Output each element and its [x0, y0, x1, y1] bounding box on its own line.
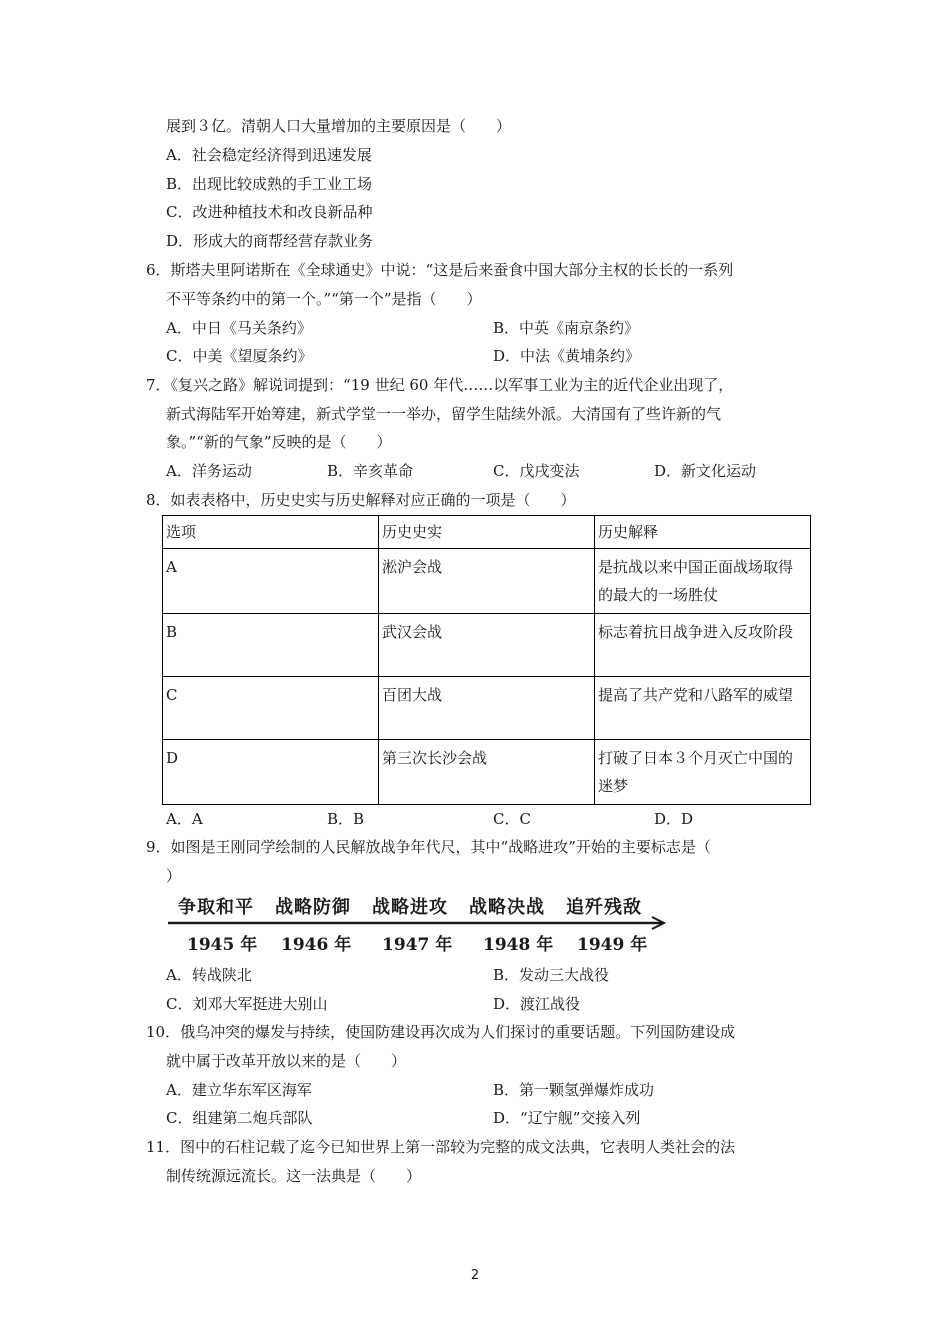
timeline-year-label: 1946 年 — [281, 935, 352, 955]
timeline-year-label: 1945 年 — [187, 935, 258, 955]
q10-option-a: A．建立华东军区海军 — [166, 1081, 312, 1099]
q6-option-d: D．中法《黄埔条约》 — [493, 347, 641, 365]
history-table — [162, 515, 811, 805]
table-header-row — [163, 516, 811, 549]
q5-option-d: D．形成大的商帮经营存款业务 — [166, 232, 374, 250]
q9-stem-line1: 9．如图是王刚同学绘制的人民解放战争年代尺，其中“战略进攻”开始的主要标志是（ — [146, 838, 711, 856]
table-cell-fact: 百团大战 — [379, 677, 595, 740]
q11-stem-line2: 制传统源远流长。这一法典是（ ） — [166, 1167, 422, 1185]
q6-stem-line1: 6．斯塔夫里阿诺斯在《全球通史》中说：“这是后来蚕食中国大部分主权的长长的一系列 — [146, 261, 734, 279]
q5-option-a: A．社会稳定经济得到迅速发展 — [166, 146, 372, 164]
table-cell-fact: 第三次长沙会战 — [379, 740, 595, 805]
q8-stem: 8．如表表格中，历史史实与历史解释对应正确的一项是（ ） — [146, 491, 576, 509]
timeline-year-label: 1947 年 — [382, 935, 453, 955]
timeline-stage-label: 战略防御 — [275, 897, 351, 918]
table-cell-option: C — [163, 677, 379, 740]
q11-stem-line1: 11．图中的石柱记载了迄今已知世界上第一部较为完整的成文法典，它表明人类社会的法 — [146, 1138, 736, 1156]
q10-stem-line2: 就中属于改革开放以来的是（ ） — [166, 1052, 407, 1070]
timeline-stage-label: 战略决战 — [469, 897, 545, 918]
table-header-cell: 选项 — [163, 516, 379, 549]
table-row — [163, 549, 811, 614]
table-row — [163, 677, 811, 740]
table-cell-fact: 淞沪会战 — [379, 549, 595, 614]
q6-option-b: B．中英《南京条约》 — [493, 319, 640, 337]
q9-stem-line2: ） — [166, 867, 182, 885]
q7-option-b: B．辛亥革命 — [327, 462, 414, 480]
q7-stem-line1: 7．《复兴之路》解说词提到：“19 世纪 60 年代……以军事工业为主的近代企业出现了， — [146, 376, 734, 394]
q8-option-b: B．B — [327, 810, 365, 828]
q6-stem-line2: 不平等条约中的第一个。”“第一个”是指（ ） — [166, 290, 482, 308]
table-row — [163, 740, 811, 805]
table-cell-option: B — [163, 614, 379, 677]
table-row — [163, 614, 811, 677]
q7-option-a: A．洋务运动 — [166, 462, 252, 480]
timeline-year-label: 1948 年 — [483, 935, 554, 955]
q7-stem-line3: 象。”“新的气象”反映的是（ ） — [166, 433, 392, 451]
table-header-cell: 历史解释 — [595, 516, 811, 549]
q6-option-a: A．中日《马关条约》 — [166, 319, 312, 337]
q10-option-d: D．“辽宁舰”交接入列 — [493, 1109, 641, 1127]
q5-stem-continuation: 展到３亿。清朝人口大量增加的主要原因是（ ） — [166, 117, 512, 135]
timeline-stage-label: 争取和平 — [178, 897, 254, 918]
q10-option-b: B．第一颗氢弹爆炸成功 — [493, 1081, 655, 1099]
q7-option-c: C．戊戌变法 — [493, 462, 580, 480]
q8-option-d: D．D — [654, 810, 694, 828]
timeline-stage-label: 战略进攻 — [372, 897, 448, 918]
q6-option-c: C．中美《望厦条约》 — [166, 347, 313, 365]
q9-option-d: D．渡江战役 — [493, 995, 581, 1013]
q9-option-c: C．刘邓大军挺进大别山 — [166, 995, 328, 1013]
q9-option-b: B．发动三大战役 — [493, 966, 610, 984]
table-cell-option: A — [163, 549, 379, 614]
table-cell-explanation: 标志着抗日战争进入反攻阶段 — [595, 614, 811, 677]
q7-stem-line2: 新式海陆军开始筹建，新式学堂一一举办，留学生陆续外派。大清国有了些许新的气 — [166, 405, 722, 423]
table-cell-explanation: 打破了日本３个月灭亡中国的迷梦 — [595, 740, 811, 805]
q8-option-a: A．A — [166, 810, 203, 828]
table-cell-fact: 武汉会战 — [379, 614, 595, 677]
table-header-cell: 历史史实 — [379, 516, 595, 549]
q5-option-c: C．改进种植技术和改良新品种 — [166, 203, 373, 221]
timeline-stage-label: 追歼残敌 — [566, 897, 642, 918]
table-cell-explanation: 是抗战以来中国正面战场取得的最大的一场胜仗 — [595, 549, 811, 614]
table-cell-option: D — [163, 740, 379, 805]
q10-option-c: C．组建第二炮兵部队 — [166, 1109, 313, 1127]
q8-option-c: C．C — [493, 810, 531, 828]
q10-stem-line1: 10．俄乌冲突的爆发与持续，使国防建设再次成为人们探讨的重要话题。下列国防建设成 — [146, 1023, 736, 1041]
q7-option-d: D．新文化运动 — [654, 462, 757, 480]
page-number: 2 — [470, 1268, 480, 1283]
q5-option-b: B．出现比较成熟的手工业工场 — [166, 175, 373, 193]
timeline-year-label: 1949 年 — [577, 935, 648, 955]
q9-option-a: A．转战陕北 — [166, 966, 252, 984]
table-cell-explanation: 提高了共产党和八路军的威望 — [595, 677, 811, 740]
